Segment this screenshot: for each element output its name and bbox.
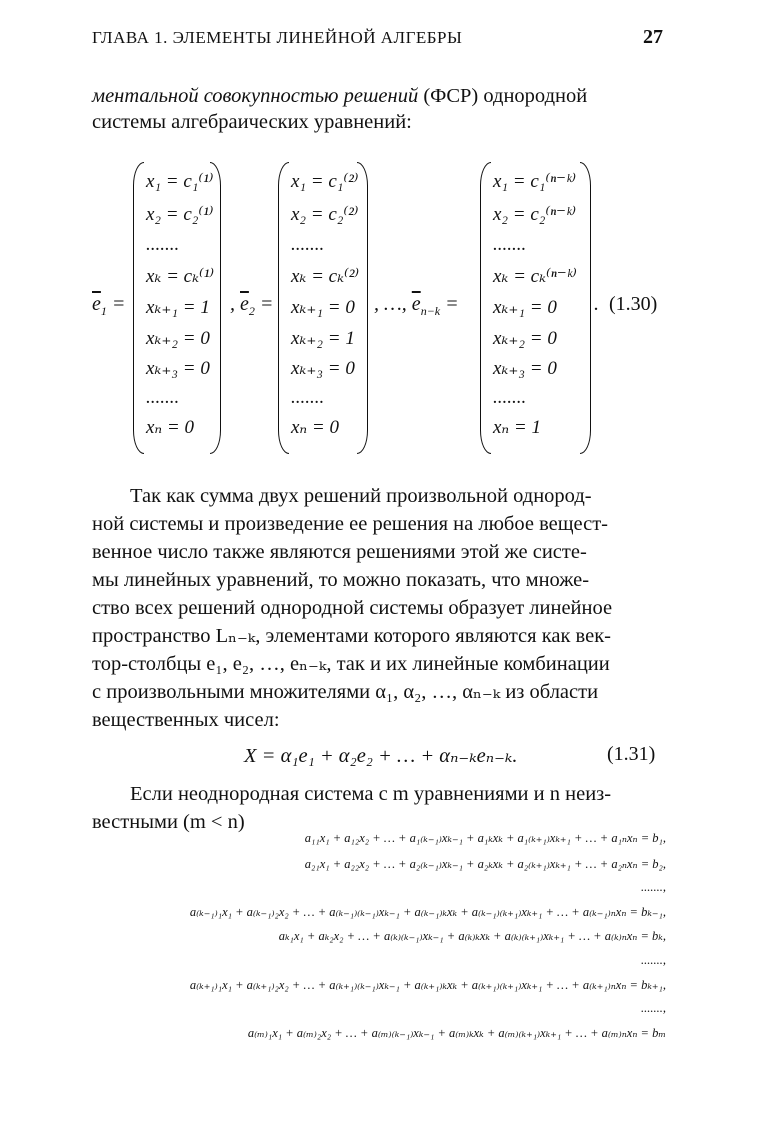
v2-row-6: xₖ₊₂ = 1 <box>291 328 355 349</box>
paren-left-2 <box>278 162 289 454</box>
system-row: ......., <box>641 1001 666 1015</box>
v3-row-9: xₙ = 1 <box>493 417 541 438</box>
v1-row-2: x₂ = c₂⁽¹⁾ <box>146 204 214 225</box>
v3-row-2: x₂ = c₂⁽ⁿ⁻ᵏ⁾ <box>493 204 577 225</box>
system-row: ......., <box>641 953 666 967</box>
v1-row-5: xₖ₊₁ = 1 <box>146 297 210 318</box>
v1-row-4: xₖ = cₖ⁽¹⁾ <box>146 266 215 287</box>
system-row: aₖ₁x₁ + aₖ₂x₂ + … + a₍ₖ₎₍ₖ₋₁₎xₖ₋₁ + a₍ₖ₎ₖxₖ + a₍ₖ₎₍ₖ₊₁₎xₖ₊₁ + … + a₍ₖ₎ₙxₙ = bₖ, <box>278 929 666 943</box>
v1-row-9: xₙ = 0 <box>146 417 194 438</box>
paren-right-2 <box>357 162 368 454</box>
paragraph-line: мы линейных уравнений, то можно показать, что множе- <box>92 569 590 591</box>
v2-row-3: ....... <box>291 234 325 255</box>
paren-right-3 <box>580 162 591 454</box>
intro-line-1 <box>92 82 587 110</box>
system-row: ......., <box>641 880 666 894</box>
paragraph-line: вещественных чисел: <box>92 709 280 731</box>
v2-row-5: xₖ₊₁ = 0 <box>291 297 355 318</box>
v2-row-8: ....... <box>291 387 325 408</box>
paragraph-line: с произвольными множителями α₁, α₂, …, αₙ₋ₖ из области <box>92 681 599 703</box>
intro-line-2: системы алгебраических уравнений: <box>92 111 412 133</box>
v2-row-2: x₂ = c₂⁽²⁾ <box>291 204 359 225</box>
intro-italic-term: ментальной совокупностью решений <box>92 85 419 107</box>
paragraph-line: пространство Lₙ₋ₖ, элементами которого являются как век- <box>92 625 611 647</box>
v3-row-4: xₖ = cₖ⁽ⁿ⁻ᵏ⁾ <box>493 266 577 287</box>
system-row: a₂₁x₁ + a₂₂x₂ + … + a₂₍ₖ₋₁₎xₖ₋₁ + a₂ₖxₖ + a₂₍ₖ₊₁₎xₖ₊₁ + … + a₂ₙxₙ = b₂, <box>304 857 666 871</box>
vector-label-e1: $\overline{e}_1$ = <box>92 293 126 318</box>
paragraph-line: ство всех решений однородной системы образует линейное <box>92 597 613 619</box>
page-number: 27 <box>643 26 663 48</box>
vector-label-enk: , …, $\overline{e}_{n-k}$ = <box>374 293 459 318</box>
v3-row-8: ....... <box>493 387 527 408</box>
system-row: a₍ₖ₊₁₎₁x₁ + a₍ₖ₊₁₎₂x₂ + … + a₍ₖ₊₁₎₍ₖ₋₁₎xₖ₋₁ + a₍ₖ₊₁₎ₖxₖ + a₍ₖ₊₁₎₍ₖ₊₁₎xₖ₊₁ + … + a₍ₖ₊₁₎ₙxₙ = bₖ₊₁, <box>189 978 666 992</box>
v2-row-9: xₙ = 0 <box>291 417 339 438</box>
paragraph2-line: вестными (m < n) <box>92 811 245 833</box>
paragraph2-line: Если неоднородная система с m уравнениями и n неиз- <box>130 783 612 805</box>
paren-left-1 <box>133 162 144 454</box>
system-row: a₍ₖ₋₁₎₁x₁ + a₍ₖ₋₁₎₂x₂ + … + a₍ₖ₋₁₎₍ₖ₋₁₎xₖ₋₁ + a₍ₖ₋₁₎ₖxₖ + a₍ₖ₋₁₎₍ₖ₊₁₎xₖ₊₁ + … + a₍ₖ₋₁₎ₙxₙ = bₖ₋₁, <box>189 905 666 919</box>
paragraph-line: тор-столбцы e₁, e₂, …, eₙ₋ₖ, так и их линейные комбинации <box>92 653 610 675</box>
v1-row-7: xₖ₊₃ = 0 <box>146 358 210 379</box>
v3-row-1: x₁ = c₁⁽ⁿ⁻ᵏ⁾ <box>493 171 577 192</box>
v3-row-5: xₖ₊₁ = 0 <box>493 297 557 318</box>
v1-row-8: ....... <box>146 387 180 408</box>
chapter-header: ГЛАВА 1. ЭЛЕМЕНТЫ ЛИНЕЙНОЙ АЛГЕБРЫ <box>92 28 463 47</box>
v1-row-1: x₁ = c₁⁽¹⁾ <box>146 171 214 192</box>
v3-row-3: ....... <box>493 234 527 255</box>
v2-row-4: xₖ = cₖ⁽²⁾ <box>291 266 360 287</box>
v1-row-6: xₖ₊₂ = 0 <box>146 328 210 349</box>
equation-number-131: (1.31) <box>607 743 656 765</box>
v2-row-7: xₖ₊₃ = 0 <box>291 358 355 379</box>
v1-row-3: ....... <box>146 234 180 255</box>
system-row: a₍ₘ₎₁x₁ + a₍ₘ₎₂x₂ + … + a₍ₘ₎₍ₖ₋₁₎xₖ₋₁ + a₍ₘ₎ₖxₖ + a₍ₘ₎₍ₖ₊₁₎xₖ₊₁ + … + a₍ₘ₎ₙxₙ = bₘ <box>247 1026 666 1040</box>
equation-131: X = α₁e₁ + α₂e₂ + … + αₙ₋ₖeₙ₋ₖ. <box>244 745 518 767</box>
paragraph-line: Так как сумма двух решений произвольной однород- <box>130 485 592 507</box>
system-row: a₁₁x₁ + a₁₂x₂ + … + a₁₍ₖ₋₁₎xₖ₋₁ + a₁ₖxₖ + a₁₍ₖ₊₁₎xₖ₊₁ + … + a₁ₙxₙ = b₁, <box>304 831 666 845</box>
equation-number-130: . (1.30) <box>594 293 658 315</box>
intro-rest: (ФСР) однородной <box>418 85 588 107</box>
vector-label-e2: , $\overline{e}_2$ = <box>230 293 274 318</box>
v3-row-7: xₖ₊₃ = 0 <box>493 358 557 379</box>
paren-left-3 <box>480 162 491 454</box>
paragraph-line: венное число также являются решениями этой же систе- <box>92 541 587 563</box>
paragraph-line: ной системы и произведение ее решения на любое вещест- <box>92 513 609 535</box>
v2-row-1: x₁ = c₁⁽²⁾ <box>291 171 359 192</box>
v3-row-6: xₖ₊₂ = 0 <box>493 328 557 349</box>
